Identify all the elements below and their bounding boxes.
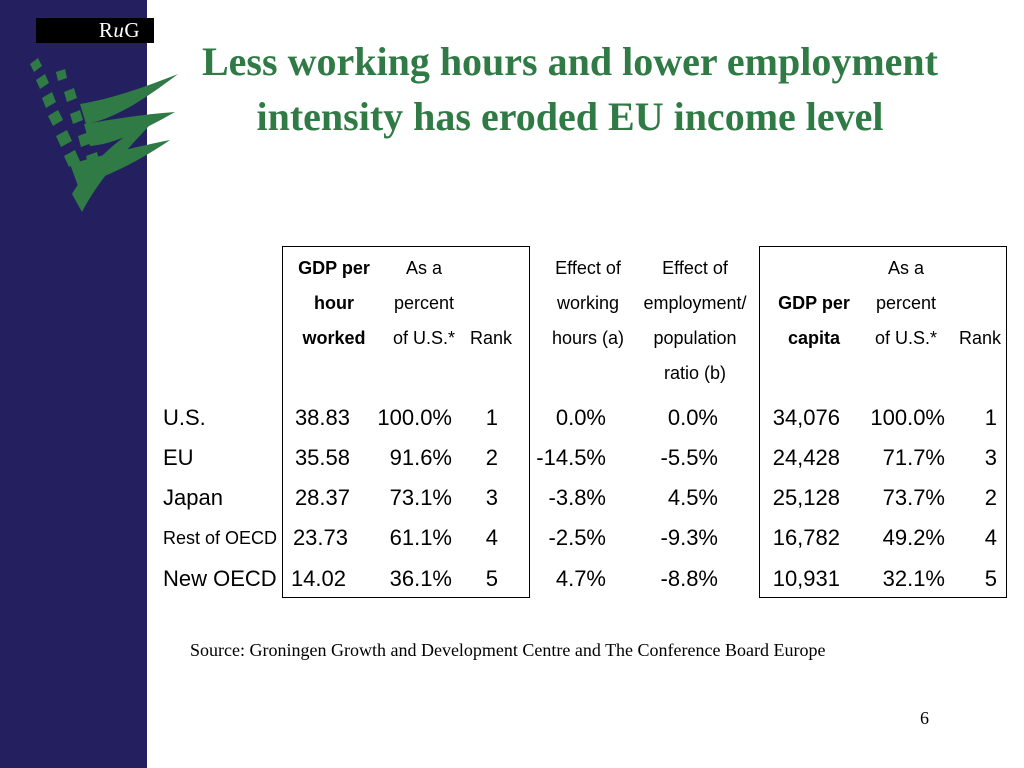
col-header-rank-1: Rank — [469, 328, 513, 348]
row-label-us: U.S. — [163, 405, 206, 430]
table-cell: 23.73 — [292, 525, 348, 550]
table-cell: -14.5% — [536, 445, 606, 470]
table-cell: -2.5% — [548, 525, 606, 550]
table-cell: 100.0% — [377, 405, 452, 430]
row-label-eu: EU — [163, 445, 194, 470]
col-header-effect-working-hours: Effect of working hours (a) — [551, 258, 625, 348]
row-label-new-oecd: New OECD — [163, 566, 277, 591]
table-cell: 4.5% — [667, 485, 718, 510]
table-cell: 1 — [984, 405, 997, 430]
table-cell: 16,782 — [772, 525, 840, 550]
table-cell: 73.7% — [882, 485, 945, 510]
table-cell: 32.1% — [882, 566, 945, 591]
table-cell: 5 — [984, 566, 997, 591]
table-cell: 2 — [984, 485, 997, 510]
table-cell: 61.1% — [389, 525, 452, 550]
table-cell: 38.83 — [294, 405, 350, 430]
table-cell: 2 — [485, 445, 498, 470]
table-cell: 100.0% — [870, 405, 945, 430]
table-cell: 4.7% — [555, 566, 606, 591]
col-header-percent-us-1: As a percent of U.S.* — [392, 258, 456, 348]
table-cell: 35.58 — [294, 445, 350, 470]
table-cell: 28.37 — [294, 485, 350, 510]
rug-logo: RuG — [36, 18, 154, 43]
table-cell: 73.1% — [389, 485, 452, 510]
slide-title: Less working hours and lower employment intensity has eroded EU income level — [202, 39, 938, 139]
table-cell: -5.5% — [660, 445, 718, 470]
table-cell: 14.02 — [290, 566, 346, 591]
table-cell: 24,428 — [772, 445, 840, 470]
col-header-gdp-per-capita: GDP per capita — [778, 293, 850, 348]
table-cell: 34,076 — [772, 405, 840, 430]
col-header-rank-2: Rank — [958, 328, 1002, 348]
table-cell: 71.7% — [882, 445, 945, 470]
table-cell: 3 — [984, 445, 997, 470]
table-cell: 5 — [485, 566, 498, 591]
table-cell: 1 — [485, 405, 498, 430]
source-note: Source: Groningen Growth and Development Centre and The Conference Board Europe — [190, 640, 826, 660]
table-cell: -3.8% — [548, 485, 606, 510]
row-label-japan: Japan — [163, 485, 223, 510]
table-cell: 25,128 — [772, 485, 840, 510]
table-cell: -8.8% — [660, 566, 718, 591]
table-cell: 0.0% — [667, 405, 718, 430]
table-cell: 36.1% — [389, 566, 452, 591]
table-cell: 4 — [984, 525, 997, 550]
table-cell: 0.0% — [555, 405, 606, 430]
table-cell: 4 — [485, 525, 498, 550]
row-label-rest-of-oecd: Rest of OECD — [163, 528, 278, 548]
col-header-effect-employment: Effect of employment/ population ratio (b) — [643, 258, 747, 383]
table-cell: 10,931 — [772, 566, 840, 591]
table-cell: -9.3% — [660, 525, 718, 550]
table-cell: 49.2% — [882, 525, 945, 550]
table-cell: 91.6% — [389, 445, 452, 470]
table-cell: 3 — [485, 485, 498, 510]
sidebar-band — [0, 0, 147, 768]
page-number: 6 — [920, 708, 929, 728]
col-header-gdp-per-hour: GDP per hour worked — [298, 258, 370, 348]
wheat-logo-icon — [20, 44, 180, 224]
col-header-percent-us-2: As a percent of U.S.* — [874, 258, 938, 348]
